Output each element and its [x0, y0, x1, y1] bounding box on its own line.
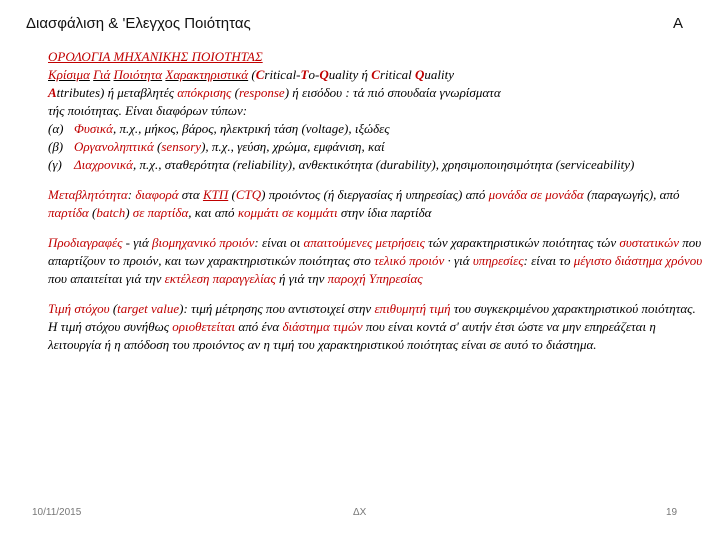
ctq-word-3: Ποιότητα: [113, 67, 163, 82]
ctq-t: T: [300, 67, 309, 82]
section-heading: ΟΡΟΛΟΓΙΑ ΜΗΧΑΝΙΚΗΣ ΠΟΙΟΤΗΤΑΣ: [48, 49, 263, 64]
response-open: (: [231, 85, 239, 100]
ctq-word-2: Γιά: [93, 67, 111, 82]
response-greek: απόκρισης: [177, 85, 232, 100]
list-item: (α) Φυσικά, π.χ., μήκος, βάρος, ηλεκτρική τάση (voltage), ιξώδες: [48, 121, 390, 136]
list-item: (γ) Διαχρονικά, π.χ., σταθερότητα (reliability), ανθεκτικότητα (durability), χρησιμοποιησιμότητα (serviceability): [48, 157, 635, 172]
list-item: (β) Οργανοληπτικά (sensory), π.χ., γεύση, χρώμα, εμφάνιση, καί: [48, 139, 385, 154]
ctq-ritical2: ritical: [379, 67, 415, 82]
section-specifications: Προδιαγραφές - γιά βιομηχανικό προιόν: είναι οι απαιτούμενες μετρήσεις τών χαρακτηριστικών ποιότητας τών συστατικών που απαρτίζουν το προιόν, και των χαρακτηριστικών ποιότητας στο τελικό προιόν · γιά υπηρεσίες: είναι το μέγιστο διάστημα χρόνου που απαιτείται γιά την εκτέλεση παραγγελίας ή γιά την παροχή Υπηρεσίας: [48, 235, 703, 286]
footer-date: 10/11/2015: [32, 507, 82, 518]
section-variability: Μεταβλητότητα: διαφορά στα ΚΤΠ (CTQ) προιόντος (ή διεργασίας ή υπηρεσίας) από μονάδα σε μονάδα (παραγωγής), από παρτίδα (batch) σε παρτίδα, και από κομμάτι σε κομμάτι στην ίδια παρτίδα: [48, 187, 680, 220]
ctq-q: Q: [319, 67, 329, 82]
type-term: Διαχρονικά: [74, 157, 133, 172]
ctq-word-4: Χαρακτηριστικά: [165, 67, 249, 82]
header-title: Διασφάλιση & 'Ελεγχος Ποιότητας: [26, 15, 251, 32]
attr-text: ttributes) ή μεταβλητές: [56, 85, 178, 100]
ctq-open: (: [251, 67, 256, 82]
ctq-uality-or: uality ή: [328, 67, 372, 82]
specifications-term: Προδιαγραφές: [48, 235, 123, 250]
ctq-c: C: [255, 67, 265, 82]
attr-rest: ) ή εισόδου : τά πιό σπουδαία γνωρίσματα: [284, 85, 501, 100]
ctq-word-1: Κρίσιμα: [48, 67, 90, 82]
type-term: Φυσικά: [74, 121, 113, 136]
types-intro: τής ποιότητας. Είναι διαφόρων τύπων:: [48, 103, 248, 118]
section-terminology: [48, 48, 703, 120]
ctq-c2: C: [371, 67, 380, 82]
footer-page-number: 19: [666, 507, 678, 518]
ctq-q2: Q: [414, 67, 425, 82]
attr-a: A: [48, 85, 57, 100]
response-english: response: [238, 85, 285, 100]
footer-author: ΔΧ: [353, 507, 367, 518]
section-target-value: Τιμή στόχου (target value): τιμή μέτρησης που αντιστοιχεί στην επιθυμητή τιμή του συγκεκριμένου χαρακτηριστικού ποιότητας. Η τιμή στόχου συνήθως οριοθετείται από ένα διάστημα τιμών που είναι κοντά σ' αυτήν έτσι ώστε να μην επηρεάζεται η λειτουργία ή η απόδοση του προιόντος αν η τιμή του χαρακτηριστικού ποιότητας είναι σε αυτό το διάστημα.: [48, 301, 696, 352]
variability-term: Μεταβλητότητα: [48, 187, 128, 202]
ctq-ritical: ritical-: [264, 67, 301, 82]
type-term: Οργανοληπτικά: [74, 139, 154, 154]
header-letter: Α: [673, 15, 684, 32]
target-term: Τιμή στόχου: [48, 301, 110, 316]
ctq-uality2: uality: [424, 67, 454, 82]
slide-content: [48, 48, 703, 354]
ctq-o: o-: [308, 67, 320, 82]
